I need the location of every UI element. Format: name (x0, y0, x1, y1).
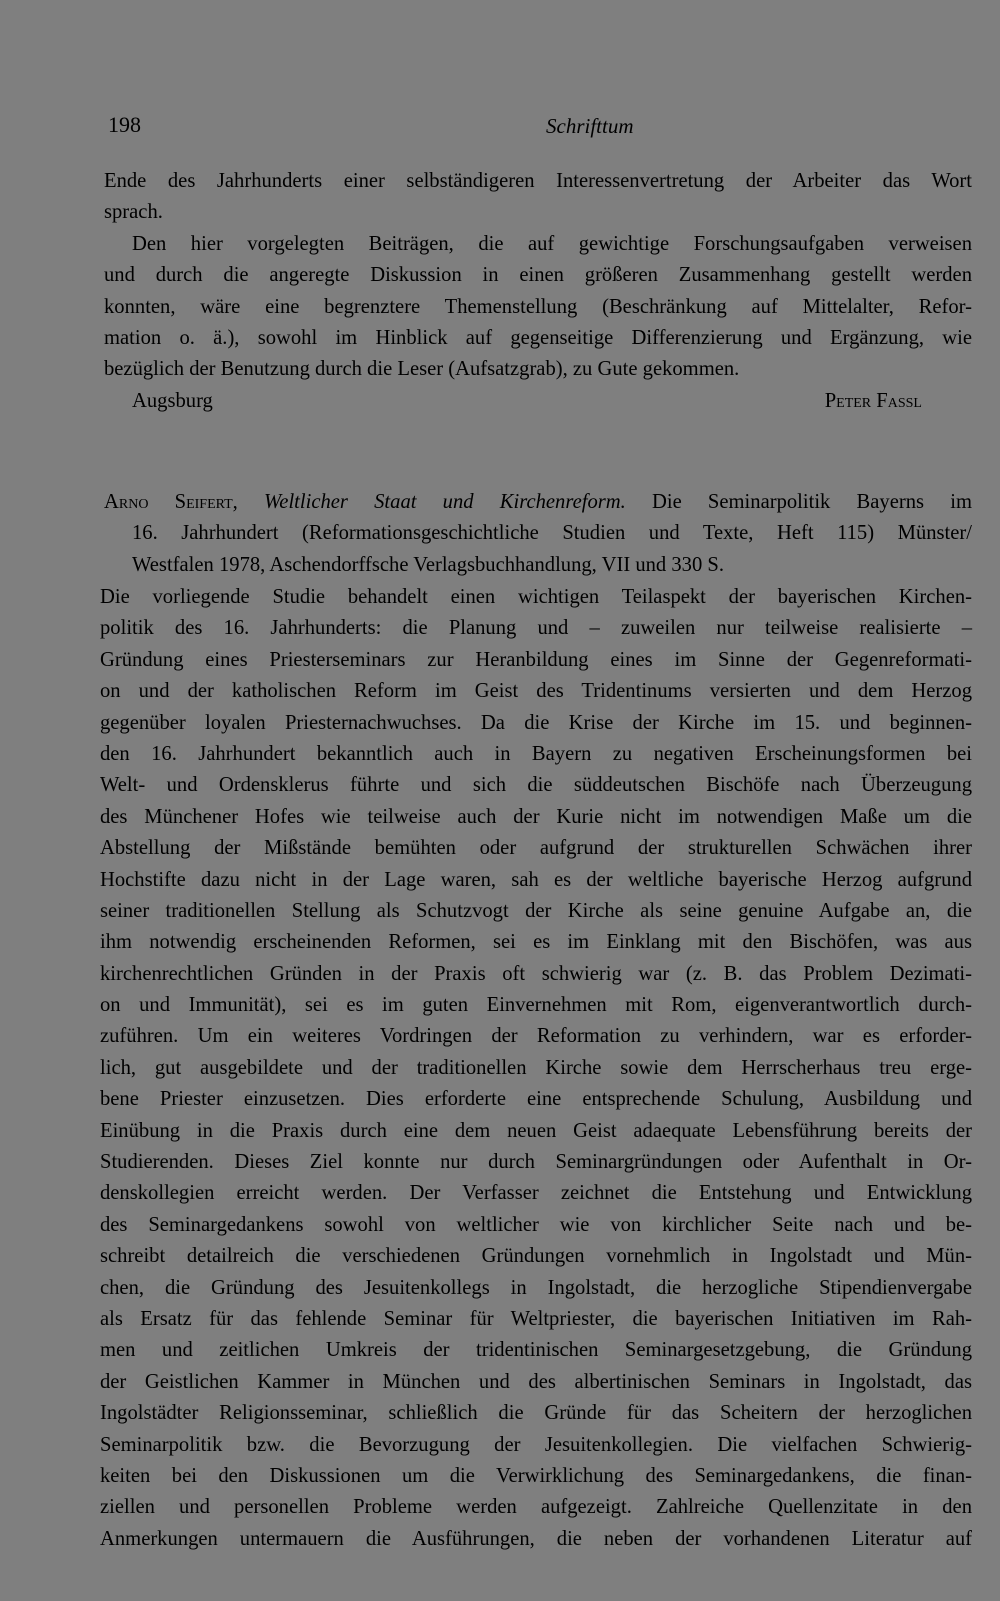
text-line: den 16. Jahrhundert bekanntlich auch in Bayern zu negativen Erscheinungsformen bei (100, 742, 972, 765)
citation-line: 16. Jahrhundert (Reformationsgeschichtliche Studien und Texte, Heft 115) Münster/ (132, 522, 972, 545)
text-line: seiner traditionellen Stellung als Schutzvogt der Kirche als seine genuine Aufgabe an, die (100, 899, 972, 922)
text-line: gegenüber loyalen Priesternachwuchses. Da die Krise der Kirche im 15. und beginnen- (100, 711, 972, 734)
text-line: bene Priester einzusetzen. Dies erforderte eine entsprechende Schulung, Ausbildung und (100, 1088, 972, 1111)
text-line: men und zeitlichen Umkreis der tridentinischen Seminargesetzgebung, die Gründung (100, 1339, 972, 1362)
text-line: on und der katholischen Reform im Geist des Tridentinums versierten und dem Herzog (100, 680, 972, 703)
text-line: Den hier vorgelegten Beiträgen, die auf gewichtige Forschungsaufgaben verweisen (132, 232, 972, 255)
previous-review-end (104, 166, 972, 417)
text-line: on und Immunität), sei es im guten Einvernehmen mit Rom, eigenverantwortlich durch- (100, 994, 972, 1017)
signature-place: Augsburg (132, 389, 213, 412)
citation-line (104, 487, 972, 518)
citation-author: Arno Seifert, (104, 491, 238, 513)
citation-title: Weltlicher Staat und Kirchenreform. (264, 491, 626, 513)
text-line: ihm notwendig erscheinenden Reformen, sei es im Einklang mit den Bischöfen, was aus (100, 931, 972, 954)
text-line: denskollegien erreicht werden. Der Verfasser zeichnet die Entstehung und Entwicklung (100, 1182, 972, 1205)
text-line: lich, gut ausgebildete und der traditionellen Kirche sowie dem Herrscherhaus treu erge- (100, 1056, 972, 1079)
text-line: der Geistlichen Kammer in München und des albertinischen Seminars in Ingolstadt, das (100, 1370, 972, 1393)
text-line: als Ersatz für das fehlende Seminar für Weltpriester, die bayerischen Initiativen im Rah- (100, 1307, 972, 1330)
citation-line: Westfalen 1978, Aschendorffsche Verlagsbuchhandlung, VII und 330 S. (132, 553, 725, 576)
text-line: Ende des Jahrhunderts einer selbständigeren Interessenvertretung der Arbeiter das Wort (104, 170, 972, 192)
text-line: zuführen. Um ein weiteres Vordringen der Reformation zu verhindern, war es erforder- (100, 1025, 972, 1048)
signature-author: Peter Fassl (824, 389, 922, 412)
text-line: politik des 16. Jahrhunderts: die Planung und – zuweilen nur teilweise realisierte – (100, 617, 972, 640)
page-number: 198 (108, 112, 141, 137)
text-line: ziellen und personellen Probleme werden aufgezeigt. Zahlreiche Quellenzitate in den (100, 1496, 972, 1519)
text-line: Ingolstädter Religionsseminar, schließlich die Gründe für das Scheitern der herzoglichen (100, 1402, 972, 1425)
running-title: Schrifttum (546, 114, 634, 138)
review-citation (104, 487, 972, 581)
text-line: des Münchener Hofes wie teilweise auch der Kurie nicht im notwendigen Maße um die (100, 805, 972, 828)
text-line: kirchenrechtlichen Gründen in der Praxis oft schwierig war (z. B. das Problem Dezimati- (100, 962, 972, 985)
text-line: sprach. (104, 201, 163, 224)
text-line: Abstellung der Mißstände bemühten oder aufgrund der strukturellen Schwächen ihrer (100, 837, 972, 860)
text-line: Einübung in die Praxis durch eine dem neuen Geist adaequate Lebensführung bereits der (100, 1119, 972, 1142)
text-line: Studierenden. Dieses Ziel konnte nur durch Seminargründungen oder Aufenthalt in Or- (100, 1151, 972, 1174)
text-line: bezüglich der Benutzung durch die Leser (Aufsatzgrab), zu Gute gekommen. (104, 358, 740, 381)
text-line: Die vorliegende Studie behandelt einen wichtigen Teilaspekt der bayerischen Kirchen- (100, 586, 972, 608)
text-line: Gründung eines Priesterseminars zur Heranbildung eines im Sinne der Gegenreformati- (100, 648, 972, 671)
text-line: des Seminargedankens sowohl von weltlicher wie von kirchlicher Seite nach und be- (100, 1213, 972, 1236)
text-line: Hochstifte dazu nicht in der Lage waren, sah es der weltliche bayerische Herzog aufgrund (100, 868, 972, 891)
text-line: chen, die Gründung des Jesuitenkollegs in Ingolstadt, die herzogliche Stipendienvergabe (100, 1276, 972, 1299)
review-signature (104, 386, 972, 417)
text-line: und durch die angeregte Diskussion in einen größeren Zusammenhang gestellt werden (104, 264, 972, 287)
text-line: keiten bei den Diskussionen um die Verwirklichung des Seminargedankens, die finan- (100, 1464, 972, 1487)
text-line: Anmerkungen untermauern die Ausführungen, die neben der vorhandenen Literatur auf (100, 1527, 972, 1550)
text-line: schreibt detailreich die verschiedenen Gründungen vornehmlich in Ingolstadt und Mün- (100, 1245, 972, 1268)
review-body (100, 582, 972, 1555)
text-line: Seminarpolitik bzw. die Bevorzugung der Jesuitenkollegien. Die vielfachen Schwierig- (100, 1433, 972, 1456)
text-line: mation o. ä.), sowohl im Hinblick auf gegenseitige Differenzierung und Ergänzung, wie (104, 326, 972, 349)
citation-subtitle: Die Seminarpolitik Bayerns im (652, 491, 972, 513)
text-line: konnten, wäre eine begrenztere Themenstellung (Beschränkung auf Mittelalter, Refor- (104, 295, 972, 318)
text-line: Welt- und Ordensklerus führte und sich die süddeutschen Bischöfe nach Überzeugung (100, 774, 972, 797)
